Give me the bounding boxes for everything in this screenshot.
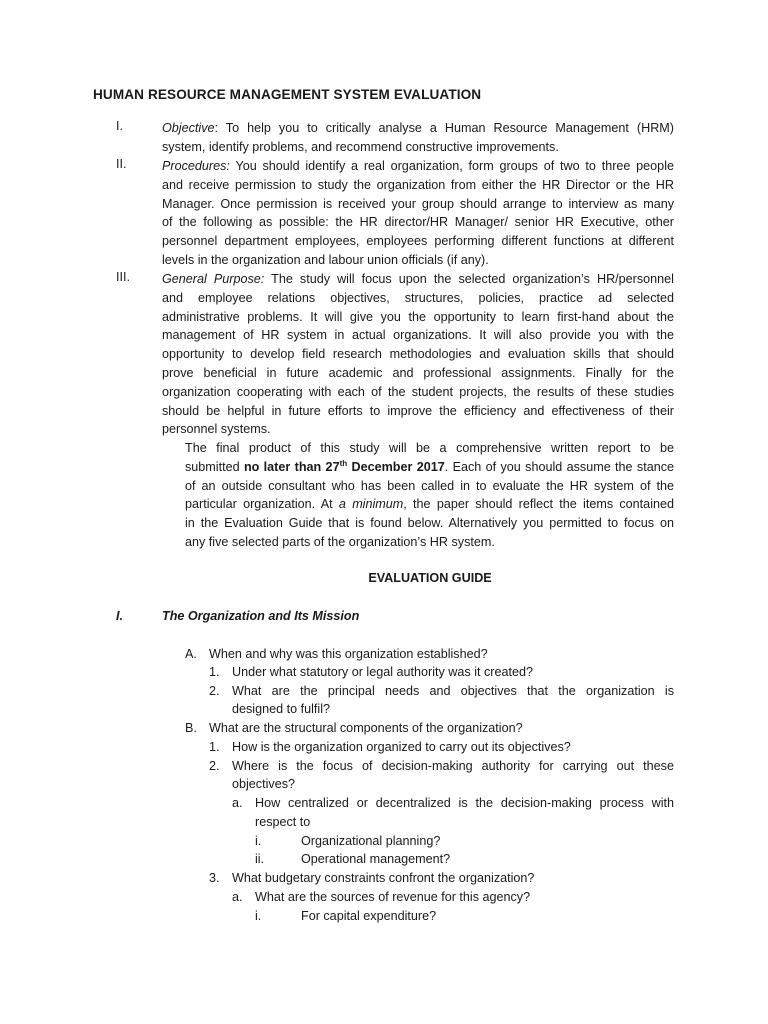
emphasis-text: a minimum bbox=[338, 497, 404, 512]
section-objective bbox=[162, 119, 674, 157]
paragraph-line: system, identify problems, and recommend constructive improvements. bbox=[162, 139, 559, 154]
deadline-suffix: th bbox=[339, 458, 348, 468]
outline-item: Operational management? bbox=[301, 852, 451, 866]
guide-heading: EVALUATION GUIDE bbox=[368, 571, 492, 585]
paragraph-text: submitted bbox=[185, 459, 244, 474]
outline-marker: A. bbox=[185, 647, 197, 661]
paragraph-line: : To help you to critically analyse a Human Resource Management (HRM) bbox=[214, 121, 674, 135]
outline-item: For capital expenditure? bbox=[301, 909, 437, 923]
outline-marker: a. bbox=[232, 796, 243, 810]
outline-item: When and why was this organization established? bbox=[209, 647, 488, 661]
paragraph-line: management of HR system in actual organizations. It will also provide you with the bbox=[162, 328, 674, 343]
outline-item: How is the organization organized to carry out its objectives? bbox=[232, 740, 571, 754]
paragraph-text: particular organization. At bbox=[185, 497, 339, 512]
paragraph-text: . Each of you should assume the stance bbox=[444, 459, 674, 474]
section-procedures bbox=[162, 157, 674, 270]
outline-marker: 1. bbox=[209, 740, 220, 754]
outline-marker: 3. bbox=[209, 871, 220, 885]
paragraph-line: opportunity to develop field research methodologies and evaluation skills that should bbox=[162, 347, 674, 362]
paragraph-line: organization cooperating with each of the student projects, the results of these studies bbox=[162, 384, 674, 399]
outline-marker: 2. bbox=[209, 684, 220, 698]
guide-section-title: The Organization and Its Mission bbox=[162, 609, 360, 623]
final-paragraph bbox=[185, 439, 674, 552]
outline-item: How centralized or decentralized is the decision-making process with bbox=[255, 796, 674, 810]
deadline-text: no later than 27 bbox=[243, 459, 340, 474]
paragraph-line: of an outside consultant who has been called in to evaluate the HR system of the bbox=[185, 478, 674, 493]
section-label: Procedures: bbox=[162, 159, 230, 173]
section-label: Objective bbox=[162, 121, 215, 135]
outline-marker: a. bbox=[232, 890, 243, 904]
deadline-date: December 2017 bbox=[347, 459, 445, 474]
paragraph-line: The final product of this study will be a comprehensive written report to be bbox=[185, 441, 674, 455]
section-general-purpose bbox=[162, 270, 674, 439]
outline-item: Organizational planning? bbox=[301, 834, 441, 848]
paragraph-line: and employee relations objectives, structures, policies, practice ad selected bbox=[162, 290, 674, 305]
outline-marker: i. bbox=[255, 909, 262, 923]
paragraph-line: in the Evaluation Guide that is found below. Alternatively you permitted to focus on bbox=[185, 516, 674, 531]
section-numeral: III. bbox=[116, 270, 130, 284]
outline-item: Under what statutory or legal authority was it created? bbox=[232, 665, 534, 679]
paragraph-line: levels in the organization and labour union officials (if any). bbox=[162, 252, 489, 267]
paragraph-line: and receive permission to study the organization from either the HR Director or the HR bbox=[162, 177, 674, 192]
outline-marker: ii. bbox=[255, 852, 265, 866]
outline-item: What are the principal needs and objectives that the organization is bbox=[232, 684, 674, 698]
outline-marker: B. bbox=[185, 721, 197, 735]
paragraph-text: , the paper should reflect the items contained bbox=[403, 497, 674, 512]
paragraph-line: You should identify a real organization, form groups of two to three people bbox=[229, 159, 674, 173]
paragraph-line: personnel systems. bbox=[162, 422, 271, 437]
guide-section-numeral: I. bbox=[116, 609, 123, 623]
paragraph-line: should be helpful in future efforts to improve the efficiency and effectiveness of their bbox=[162, 403, 674, 418]
paragraph-line: of the following as possible: the HR director/HR Manager/ senior HR Executive, other bbox=[162, 215, 674, 230]
outline-item: What are the sources of revenue for this agency? bbox=[255, 890, 531, 904]
paragraph-line: prove beneficial in future academic and professional assignments. Finally for the bbox=[162, 365, 674, 380]
outline-marker: 1. bbox=[209, 665, 220, 679]
paragraph-line: Manager. Once permission is received your group should arrange to interview as many bbox=[162, 196, 674, 211]
outline-item-continued: designed to fulfil? bbox=[232, 702, 331, 716]
paragraph-line: administrative problems. It will give you the opportunity to learn first-hand about the bbox=[162, 309, 674, 324]
section-numeral: I. bbox=[116, 119, 123, 133]
paragraph-line: personnel department employees, employees performing different functions at different bbox=[162, 234, 674, 249]
outline-marker: i. bbox=[255, 834, 262, 848]
outline-item-continued: objectives? bbox=[232, 777, 296, 791]
paragraph-line: The study will focus upon the selected organization’s HR/personnel bbox=[264, 272, 674, 286]
document-title: HUMAN RESOURCE MANAGEMENT SYSTEM EVALUATION bbox=[93, 87, 482, 102]
section-numeral: II. bbox=[116, 157, 127, 171]
section-label: General Purpose: bbox=[162, 272, 265, 286]
outline-item: What are the structural components of the organization? bbox=[209, 721, 523, 735]
outline-item: Where is the focus of decision-making authority for carrying out these bbox=[232, 759, 674, 773]
paragraph-line: any five selected parts of the organization’s HR system. bbox=[185, 534, 495, 549]
outline-item-continued: respect to bbox=[255, 815, 311, 829]
outline-item: What budgetary constraints confront the organization? bbox=[232, 871, 535, 885]
outline-marker: 2. bbox=[209, 759, 220, 773]
